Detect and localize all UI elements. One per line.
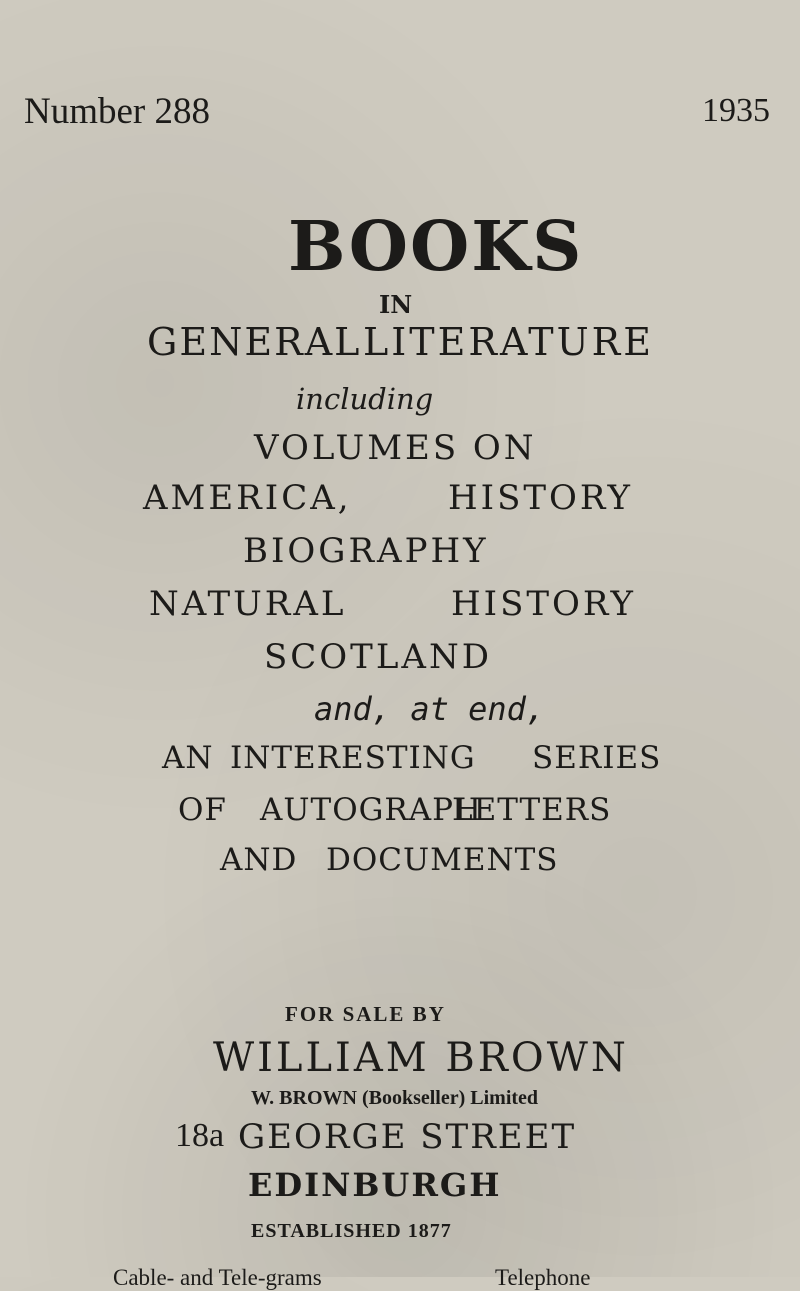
closing-interesting: INTERESTING	[230, 740, 476, 776]
subject-america: AMERICA,	[143, 478, 352, 518]
subject-scotland: SCOTLAND	[264, 637, 492, 677]
closing-an: AN	[162, 740, 214, 776]
closing-series: SERIES	[532, 740, 662, 776]
subject-natural: NATURAL	[149, 584, 347, 624]
subject-history: HISTORY	[448, 478, 633, 518]
subject-biography: BIOGRAPHY	[243, 531, 489, 571]
title-in: IN	[379, 290, 413, 319]
subject-natural-history: HISTORY	[451, 584, 636, 624]
subject-volumes-on: VOLUMES ON	[254, 428, 537, 468]
cable-address-label: Cable- and Tele-grams	[113, 1265, 322, 1290]
street-name: GEORGE STREET	[238, 1117, 577, 1157]
closing-of: OF	[178, 792, 227, 828]
closing-letters: LETTERS	[452, 792, 612, 828]
title-literature: LITERATURE	[363, 320, 655, 364]
telephone-label: Telephone	[495, 1265, 591, 1290]
title-books: BOOKS	[288, 207, 584, 287]
city: EDINBURGH	[248, 1166, 502, 1204]
for-sale-by: FOR SALE BY	[285, 1002, 446, 1026]
catalogue-year: 1935	[702, 92, 770, 129]
seller-name: WILLIAM BROWN	[213, 1035, 629, 1081]
closing-autograph: AUTOGRAPH	[260, 792, 482, 828]
and-at-end: and, at end,	[314, 690, 546, 728]
street-number: 18a	[175, 1117, 225, 1154]
title-including: including	[296, 382, 434, 416]
closing-documents: DOCUMENTS	[326, 842, 559, 878]
title-general: GENERAL	[147, 320, 362, 364]
established: ESTABLISHED 1877	[251, 1220, 452, 1242]
closing-and: AND	[220, 842, 298, 878]
catalogue-number: Number 288	[24, 91, 210, 132]
seller-company: W. BROWN (Bookseller) Limited	[251, 1087, 539, 1109]
